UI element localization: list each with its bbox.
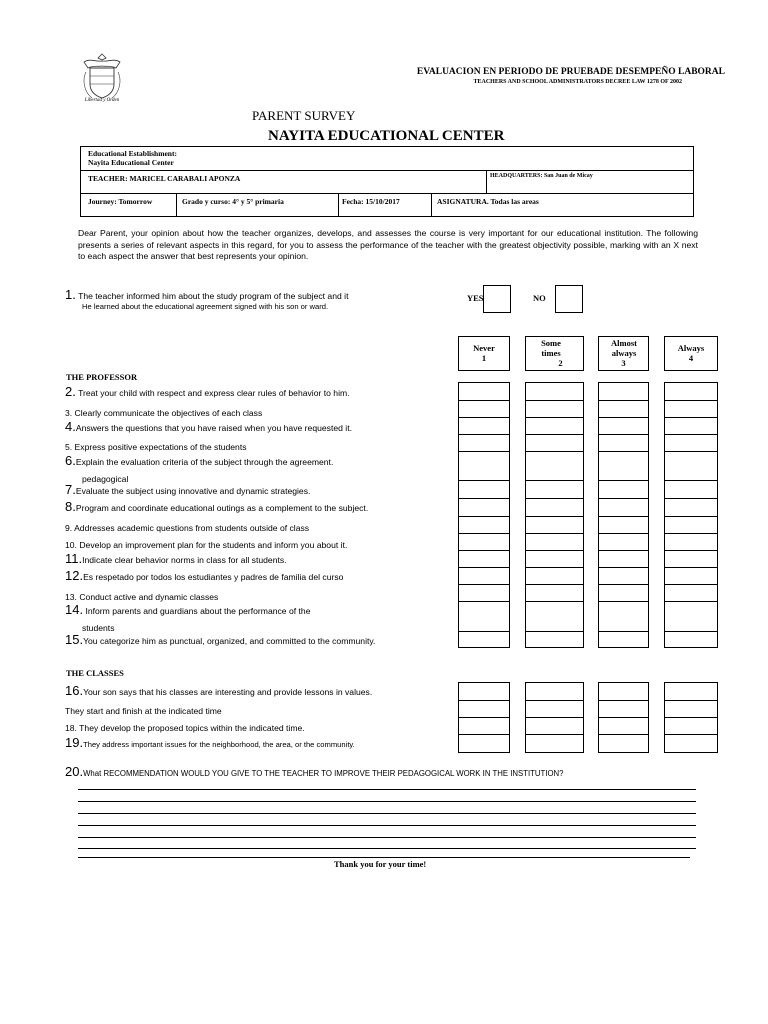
no-checkbox[interactable] — [555, 285, 583, 313]
scale-header-almost-always: Almost always 3 — [598, 336, 649, 371]
yes-checkbox[interactable] — [483, 285, 511, 313]
professor-item: 13. Conduct active and dynamic classes — [65, 592, 219, 602]
professor-item: 6.Explain the evaluation criteria of the subject through the agreement. — [65, 453, 334, 468]
info-table — [80, 146, 694, 217]
professor-item: 4.Answers the questions that you have raised when you have requested it. — [65, 419, 352, 434]
no-label: NO — [533, 293, 546, 303]
answer-line[interactable] — [78, 801, 696, 802]
rating-column-some-times[interactable] — [525, 382, 584, 648]
document-header-subtitle: TEACHERS AND SCHOOL ADMINISTRATORS DECREE LAW 1278 OF 2002 — [473, 79, 682, 85]
question-1: 1. The teacher informed him about the study program of the subject and it — [65, 287, 349, 302]
professor-item: 8.Program and coordinate educational outings as a complement to the subject. — [65, 499, 369, 514]
section-title-professor: THE PROFESSOR — [66, 372, 138, 382]
professor-item: 15.You categorize him as punctual, organized, and committed to the community. — [65, 632, 376, 647]
survey-title: PARENT SURVEY — [252, 108, 356, 123]
professor-item: 12.Es respetado por todos los estudiantes y padres de familia del curso — [65, 568, 344, 583]
yes-label: YES — [467, 293, 484, 303]
classes-rating-column-some-times[interactable] — [525, 682, 584, 753]
classes-item: They start and finish at the indicated time — [65, 706, 222, 716]
intro-paragraph: Dear Parent, your opinion about how the teacher organizes, develops, and assesses the course is very important for our educational institution. The following presents a series of relevant aspects in this regard, for you to assess the performance of the teacher with the greatest objectivity possible, marking with an X next to each aspect the answer that best represents your opinion. — [78, 228, 698, 261]
classes-rating-column-almost-always[interactable] — [598, 682, 649, 753]
question-20: 20.What RECOMMENDATION WOULD YOU GIVE TO THE TEACHER TO IMPROVE THEIR PEDAGOGICAL WORK IN THE INSTITUTION? — [65, 764, 564, 779]
question-1-line-2: He learned about the educational agreement signed with his son or ward. — [82, 302, 329, 311]
establishment-value: Nayita Educational Center — [88, 158, 174, 167]
classes-rating-column-never[interactable] — [458, 682, 510, 753]
journey-field: Journey: Tomorrow — [88, 197, 153, 206]
answer-line[interactable] — [78, 848, 696, 849]
section-title-classes: THE CLASSES — [66, 668, 124, 678]
date-field: Fecha: 15/10/2017 — [342, 197, 400, 206]
answer-line[interactable] — [78, 837, 696, 838]
classes-item: 16.Your son says that his classes are interesting and provide lessons in values. — [65, 683, 373, 698]
answer-line[interactable] — [78, 789, 696, 790]
subject-field: ASIGNATURA. Todas las areas — [437, 197, 539, 206]
professor-item: 10. Develop an improvement plan for the students and inform you about it. — [65, 540, 348, 550]
center-title: NAYITA EDUCATIONAL CENTER — [268, 128, 505, 144]
classes-item: 18. They develop the proposed topics within the indicated time. — [65, 723, 305, 733]
professor-item: 14. Inform parents and guardians about the performance of the — [65, 602, 311, 617]
classes-rating-column-always[interactable] — [664, 682, 718, 753]
scale-header-some-times: Some times 2 — [525, 336, 584, 371]
rating-column-never[interactable] — [458, 382, 510, 648]
answer-line[interactable] — [78, 813, 696, 814]
classes-item: 19.They address important issues for the neighborhood, the area, or the community. — [65, 735, 355, 750]
answer-line[interactable] — [78, 825, 696, 826]
scale-header-always: Always 4 — [664, 336, 718, 371]
professor-item: 2. Treat your child with respect and express clear rules of behavior to him. — [65, 384, 350, 399]
professor-item-continuation: pedagogical — [82, 474, 129, 484]
professor-item: 7.Evaluate the subject using innovative and dynamic strategies. — [65, 482, 311, 497]
professor-item: 9. Addresses academic questions from students outside of class — [65, 523, 310, 533]
grade-field: Grado y curso: 4° y 5° primaria — [182, 197, 284, 206]
scale-header-never: Never 1 — [458, 336, 510, 371]
headquarters-field: HEADQUARTERS: San Juan de Micay — [490, 173, 593, 179]
professor-item: 3. Clearly communicate the objectives of each class — [65, 408, 263, 418]
establishment-label: Educational Establishment: — [88, 149, 177, 158]
document-header-title: EVALUACION EN PERIODO DE PRUEBADE DESEMPEÑO LABORAL — [416, 67, 725, 77]
professor-item: 5. Express positive expectations of the students — [65, 442, 247, 452]
seal-caption: Libertad y Orden — [84, 98, 120, 103]
rating-column-always[interactable] — [664, 382, 718, 648]
thank-you-note: Thank you for your time! — [334, 859, 427, 869]
teacher-field: TEACHER: MARICEL CARABALI APONZA — [88, 174, 241, 183]
answer-line[interactable] — [78, 857, 690, 858]
rating-column-almost-always[interactable] — [598, 382, 649, 648]
professor-item-continuation: students — [82, 623, 115, 633]
professor-item: 11.Indicate clear behavior norms in class for all students. — [65, 551, 287, 566]
